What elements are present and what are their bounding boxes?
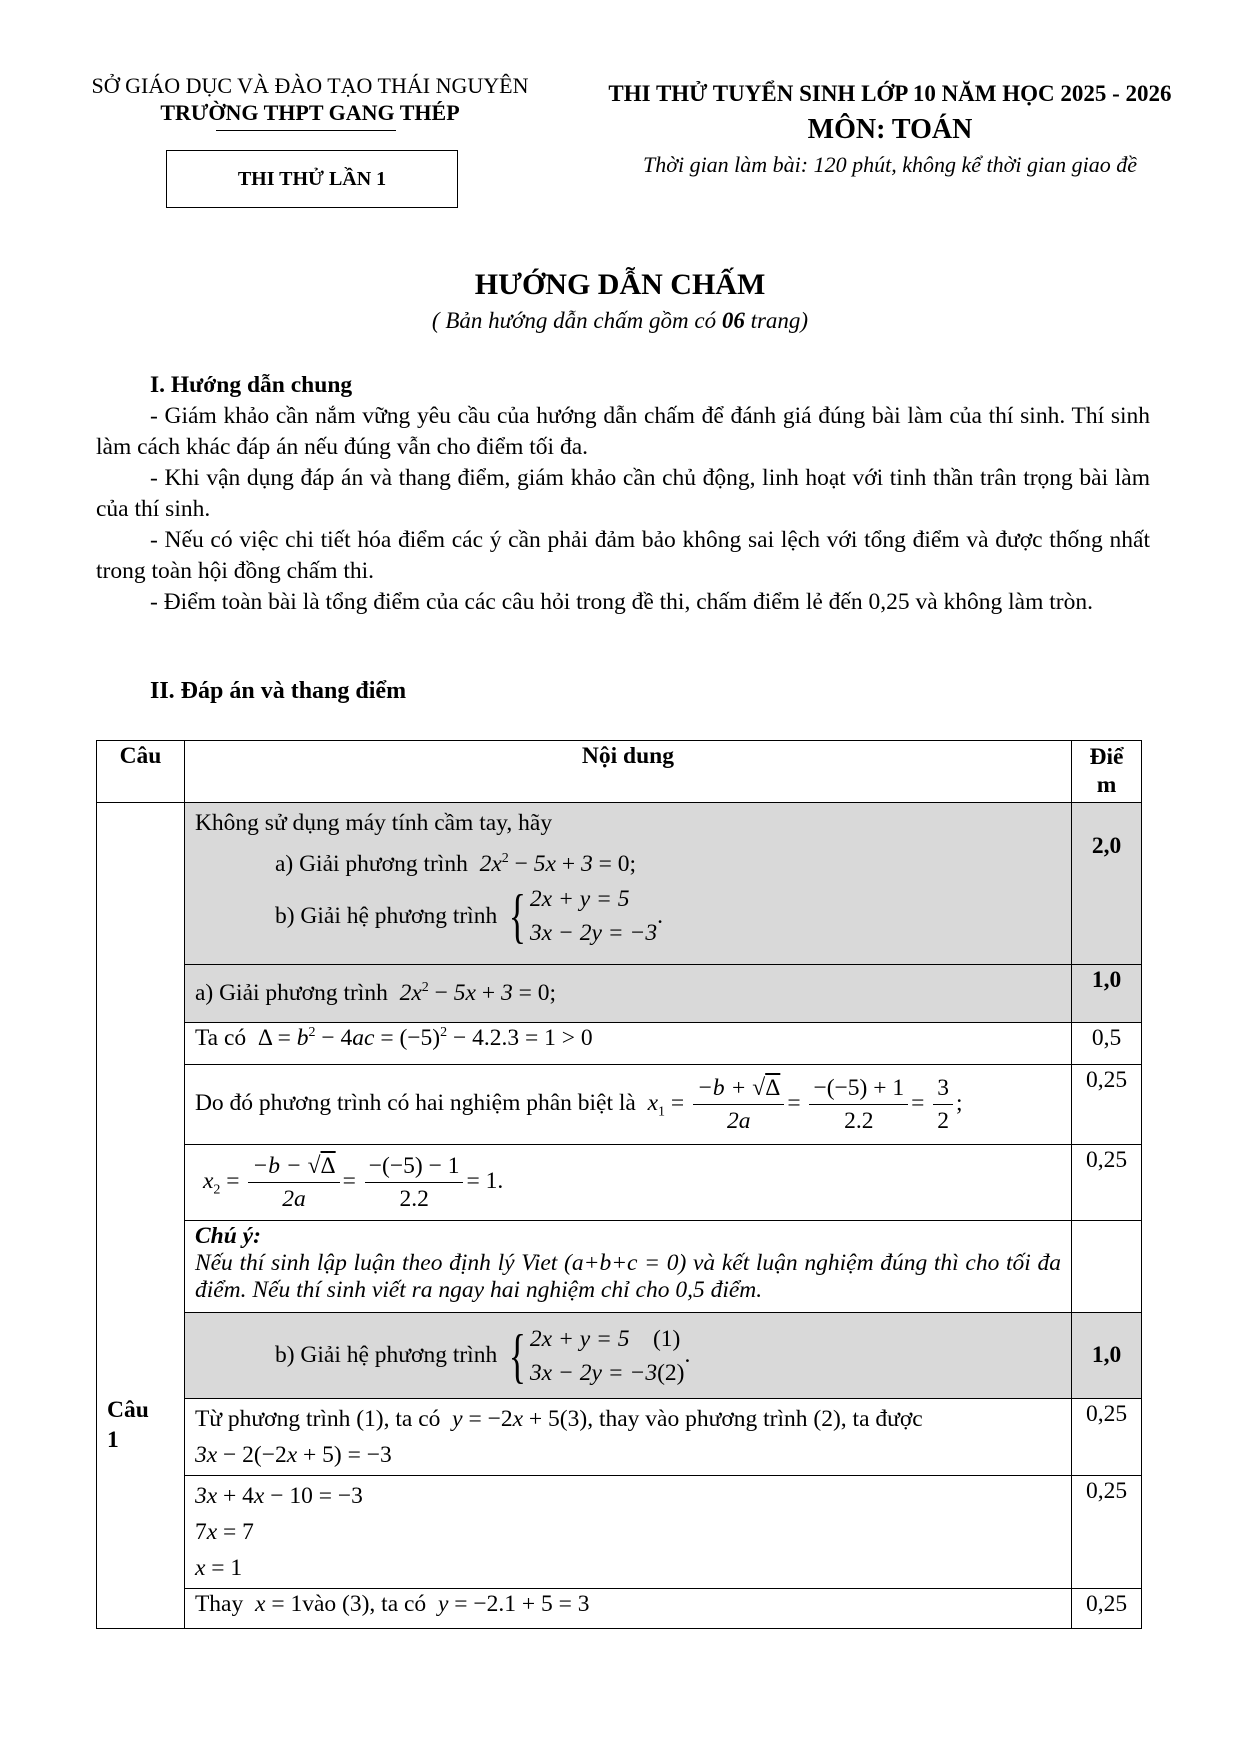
content-cell: Do đó phương trình có hai nghiệm phân biệt là $x_1$ = $\frac{-b + √\Delta}{2a}$ = $\frac{-(-5) + 1}{2.2}$ = $\frac{3}{2}$ ; xyxy=(184,1065,1071,1145)
exam-title: THI THỬ TUYỂN SINH LỚP 10 NĂM HỌC 2025 - 2026 xyxy=(608,81,1172,106)
content-cell: 3x + 4x − 10 = −3 7x = 7 x = 1 xyxy=(184,1476,1071,1589)
score-cell: 1,0 xyxy=(1072,1313,1142,1399)
school-name: TRƯỜNG THPT GANG THÉP xyxy=(160,100,460,125)
score-cell-empty xyxy=(1072,1221,1142,1313)
section-heading-general: I. Hướng dẫn chung xyxy=(150,372,353,398)
guidance-paragraph: - Khi vận dụng đáp án và thang điểm, giám khảo cần chủ động, linh hoạt với tinh thần trân trọng bài làm của thí sinh. xyxy=(96,465,1150,522)
table-row xyxy=(97,1589,1142,1629)
table-row xyxy=(97,965,1142,1023)
grading-table xyxy=(96,740,1142,1629)
table-row xyxy=(97,1065,1142,1145)
part-a-heading-cell: a) Giải phương trình $2x^2 - 5x + 3 = 0$; xyxy=(184,965,1071,1023)
header-right xyxy=(560,78,1220,180)
table-row xyxy=(97,803,1142,965)
equation-system: { 2x + y = 5 (1) 3x − 2y = −3(2) xyxy=(508,1322,685,1389)
score-cell: 0,25 xyxy=(1072,1476,1142,1589)
intro-part-b: b) Giải hệ phương trình { 2x + y = 5 3x − 2y = −3 . xyxy=(274,882,663,949)
guidance-paragraph: - Giám khảo cần nắm vững yêu cầu của hướng dẫn chấm để đánh giá đúng bài làm của thí sinh. Thí sinh làm cách khác đáp án nếu đúng vẫn cho điểm tối đa. xyxy=(96,403,1150,460)
content-cell: Thay x = 1vào (3), ta có y = −2.1 + 5 = 3 xyxy=(184,1589,1071,1629)
exam-attempt-box: THI THỬ LẦN 1 xyxy=(166,150,458,208)
question-label-cell: Câu 1 xyxy=(97,803,185,1629)
equation-system: { 2x + y = 5 3x − 2y = −3 xyxy=(508,882,658,949)
time-note: Thời gian làm bài: 120 phút, không kể thời gian giao đề xyxy=(642,152,1137,177)
note-text: Nếu thí sinh lập luận theo định lý Viet (a+b+c = 0) và kết luận nghiệm đúng thì cho tối đa điểm. Nếu thí sinh viết ra ngay hai nghiệm chỉ cho 0,5 điểm. xyxy=(194,1250,1061,1303)
header-diem: Điể m xyxy=(1072,741,1142,803)
score-cell: 0,25 xyxy=(1072,1145,1142,1221)
content-cell: Từ phương trình (1), ta có y = −2x + 5(3), thay vào phương trình (2), ta được 3x − 2(−2x + 5) = −3 xyxy=(184,1399,1071,1476)
question-intro-text: Không sử dụng máy tính cầm tay, hãy xyxy=(194,810,553,836)
document-subtitle: ( Bản hướng dẫn chấm gồm có 06 trang) xyxy=(431,308,809,333)
note-title: Chú ý: xyxy=(194,1223,261,1249)
guidance-paragraph: - Điểm toàn bài là tổng điểm của các câu hỏi trong đề thi, chấm điểm lẻ đến 0,25 và không làm tròn. xyxy=(150,589,1093,615)
department-name: SỞ GIÁO DỤC VÀ ĐÀO TẠO THÁI NGUYÊN xyxy=(91,73,529,98)
score-cell: 0,5 xyxy=(1072,1023,1142,1065)
table-row xyxy=(97,1313,1142,1399)
score-cell: 0,25 xyxy=(1072,1589,1142,1629)
table-row xyxy=(97,1399,1142,1476)
subject-name: MÔN: TOÁN xyxy=(807,114,973,145)
part-b-heading-cell: b) Giải hệ phương trình { 2x + y = 5 (1) 3x − 2y = −3(2) . xyxy=(184,1313,1071,1399)
score-cell: 1,0 xyxy=(1072,965,1142,1023)
guidance-paragraph: - Nếu có việc chi tiết hóa điểm các ý cần phải đảm bảo không sai lệch với tổng điểm và được thống nhất trong toàn hội đồng chấm thi. xyxy=(96,527,1150,584)
school-underline xyxy=(216,130,396,131)
content-cell: Ta có $\Delta = b^2 - 4ac = (-5)^2 - 4.2.3 = 1 > 0$ xyxy=(184,1023,1071,1065)
header-left xyxy=(60,72,560,126)
table-row xyxy=(97,1476,1142,1589)
intro-part-a: a) Giải phương trình $2x^2 - 5x + 3 = 0$; xyxy=(274,850,637,877)
question-intro-cell xyxy=(184,803,1071,965)
table-header-row xyxy=(97,741,1142,803)
note-cell xyxy=(184,1221,1071,1313)
table-row xyxy=(97,1023,1142,1065)
header-cau: Câu xyxy=(97,741,185,803)
document-title: HƯỚNG DẪN CHẤM xyxy=(474,268,766,301)
table-row xyxy=(97,1221,1142,1313)
content-cell: $x_2$ = $\frac{-b - √\Delta}{2a}$ = $\frac{-(-5) - 1}{2.2}$ = 1. xyxy=(184,1145,1071,1221)
section-heading-answers: II. Đáp án và thang điểm xyxy=(150,678,407,704)
score-cell: 0,25 xyxy=(1072,1399,1142,1476)
score-cell: 2,0 xyxy=(1072,803,1142,965)
general-guidance-section xyxy=(96,370,1150,618)
table-row xyxy=(97,1145,1142,1221)
score-cell: 0,25 xyxy=(1072,1065,1142,1145)
header-noi-dung: Nội dung xyxy=(184,741,1071,803)
